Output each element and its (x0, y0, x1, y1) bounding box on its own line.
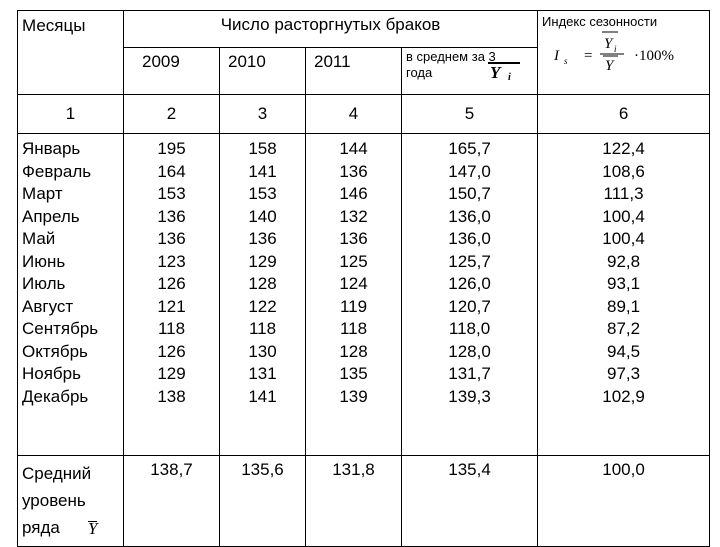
mean-seasonality: 100,0 (538, 456, 710, 547)
values-2009: 195 164 153 136 136 123 126 121 118 126 129 138 (124, 134, 220, 456)
mean-level-label: Средний уровень ряда (22, 464, 92, 537)
values-average: 165,7 147,0 150,7 136,0 136,0 125,7 126,0 120,7 118,0 128,0 131,7 139,3 (402, 134, 538, 456)
mean-level-symbol: Y (88, 519, 98, 538)
formula-lhs: I (554, 48, 560, 64)
mean-average: 135,4 (402, 456, 538, 547)
seasonality-table (17, 10, 710, 547)
year-2009-header: 2009 (124, 48, 220, 95)
svg-text:i: i (508, 72, 511, 81)
column-number-3: 3 (220, 95, 306, 134)
mean-level-cell (18, 456, 124, 547)
column-number-5: 5 (402, 95, 538, 134)
svg-text:Y: Y (490, 63, 501, 81)
formula-lhs-sub: s (564, 56, 568, 66)
year-2010-header: 2010 (220, 48, 306, 95)
formula-numerator: Y (604, 36, 613, 52)
formula-eq: = (584, 48, 593, 64)
column-number-2: 2 (124, 95, 220, 134)
formula-denominator: Y (605, 58, 614, 74)
months-list: Январь Февраль Март Апрель Май Июнь Июль Август Сентябрь Октябрь Ноябрь Декабрь (18, 134, 124, 456)
seasonality-index-title: Индекс сезонности (542, 14, 658, 29)
three-year-average-header (402, 48, 538, 95)
three-year-average-label: в среднем за 3 года (406, 49, 496, 80)
year-2011-header: 2011 (306, 48, 402, 95)
mean-2011: 131,8 (306, 456, 402, 547)
seasonality-index-header (538, 11, 710, 95)
cancelled-marriages-header: Число расторгнутых браков (124, 11, 538, 48)
column-number-4: 4 (306, 95, 402, 134)
column-number-6: 6 (538, 95, 710, 134)
values-2010: 158 141 153 140 136 129 128 122 118 130 131 141 (220, 134, 306, 456)
seasonality-formula (542, 30, 705, 74)
mean-2009: 138,7 (124, 456, 220, 547)
months-header: Месяцы (18, 11, 124, 95)
values-2011: 144 136 146 132 136 125 124 119 118 128 135 139 (306, 134, 402, 456)
values-seasonality-index: 122,4 108,6 111,3 100,4 100,4 92,8 93,1 89,1 87,2 94,5 97,3 102,9 (538, 134, 710, 456)
column-number-1: 1 (18, 95, 124, 134)
formula-numerator-sub: i (614, 44, 617, 54)
mean-2010: 135,6 (220, 456, 306, 547)
formula-multiplier: ·100% (634, 48, 675, 64)
